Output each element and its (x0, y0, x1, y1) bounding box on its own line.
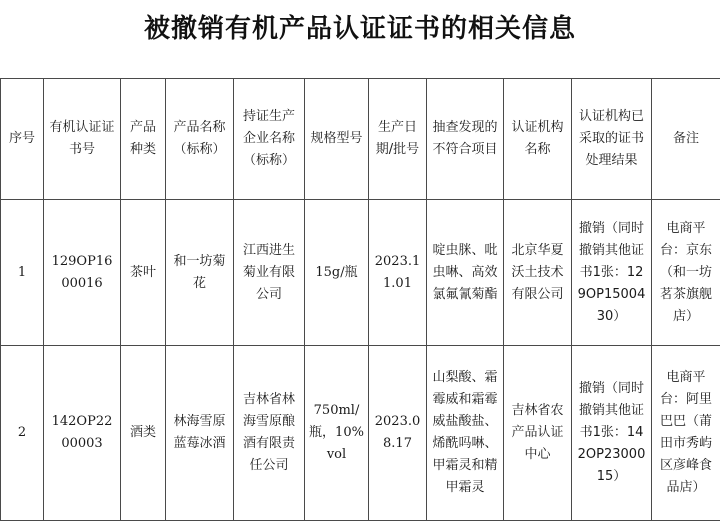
header-seq: 序号 (1, 79, 44, 200)
cell-company: 江西进生菊业有限公司 (234, 200, 305, 346)
cell-spec: 750ml/瓶，10%vol (305, 346, 369, 521)
cell-batch: 2023.11.01 (369, 200, 427, 346)
header-batch: 生产日期/批号 (369, 79, 427, 200)
cell-company: 吉林省林海雪原酿酒有限责任公司 (234, 346, 305, 521)
cell-action: 撤销（同时撤销其他证书1张：129OP1500430） (572, 200, 652, 346)
cell-action: 撤销（同时撤销其他证书1张：142OP2300015） (572, 346, 652, 521)
table-header-row (1, 79, 720, 200)
header-product-name: 产品名称（标称） (166, 79, 234, 200)
document-title: 被撤销有机产品认证证书的相关信息 (143, 14, 576, 44)
header-cert-no: 有机认证证书号 (44, 79, 121, 200)
header-spec: 规格型号 (305, 79, 369, 200)
cell-spec: 15g/瓶 (305, 200, 369, 346)
cell-category: 茶叶 (121, 200, 166, 346)
cell-cert-body: 北京华夏沃土技术有限公司 (504, 200, 572, 346)
header-category: 产品种类 (121, 79, 166, 200)
cell-nonconformity: 啶虫脒、吡虫啉、高效氯氟氰菊酯 (427, 200, 504, 346)
cell-seq: 2 (1, 346, 44, 521)
header-nonconformity: 抽查发现的不符合项目 (427, 79, 504, 200)
revoked-certificates-table (0, 78, 720, 521)
cell-seq: 1 (1, 200, 44, 346)
table-row (1, 346, 720, 521)
cell-cert-no: 129OP1600016 (44, 200, 121, 346)
header-company: 持证生产企业名称（标称） (234, 79, 305, 200)
cell-remark: 电商平台：京东（和一坊茗茶旗舰店） (652, 200, 720, 346)
cell-batch: 2023.08.17 (369, 346, 427, 521)
header-cert-body: 认证机构名称 (504, 79, 572, 200)
cell-category: 酒类 (121, 346, 166, 521)
cell-cert-body: 吉林省农产品认证中心 (504, 346, 572, 521)
cell-cert-no: 142OP2200003 (44, 346, 121, 521)
header-remark: 备注 (652, 79, 720, 200)
cell-nonconformity: 山梨酸、霜霉威和霜霉威盐酸盐、烯酰吗啉、甲霜灵和精甲霜灵 (427, 346, 504, 521)
cell-remark: 电商平台：阿里巴巴（莆田市秀屿区彦峰食品店） (652, 346, 720, 521)
table-row (1, 200, 720, 346)
cell-product-name: 林海雪原蓝莓冰酒 (166, 346, 234, 521)
cell-product-name: 和一坊菊花 (166, 200, 234, 346)
header-action: 认证机构已采取的证书处理结果 (572, 79, 652, 200)
